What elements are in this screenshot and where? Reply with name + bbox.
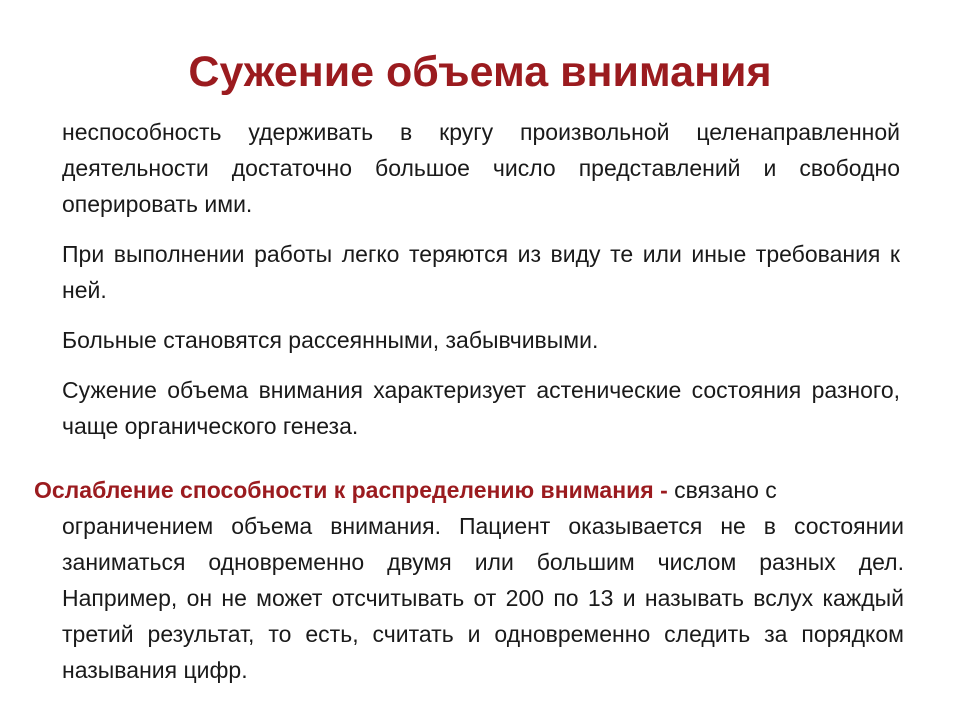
- distribution-text-start: связано с: [674, 477, 777, 503]
- distribution-first-line: [34, 472, 904, 508]
- slide-body: [62, 114, 900, 458]
- paragraph-characteristic: Сужение объема внимания характеризует астенические состояния разного, чаще органического генеза.: [62, 377, 900, 439]
- slide-title: Сужение объема внимания: [188, 48, 772, 96]
- paragraph-requirements: При выполнении работы легко теряются из виду те или иные требования к ней.: [62, 241, 900, 303]
- dash-separator: -: [653, 477, 675, 503]
- paragraph-patients: Больные становятся рассеянными, забывчивыми.: [62, 327, 599, 353]
- accent-term: Ослабление способности к распределению внимания: [34, 477, 654, 503]
- paragraph-definition: неспособность удерживать в кругу произвольной целенаправленной деятельности достаточно большое число представлений и свободно оперировать ими.: [62, 119, 900, 217]
- distribution-text-rest: ограничением объема внимания. Пациент оказывается не в состоянии заниматься одновременно двумя или большим числом разных дел. Например, он не может отсчитывать от 200 по 13 и называть вслух каждый третий результат, то есть, считать и одновременно следить за порядком называния цифр.: [62, 513, 904, 683]
- paragraph-distribution: [34, 472, 904, 688]
